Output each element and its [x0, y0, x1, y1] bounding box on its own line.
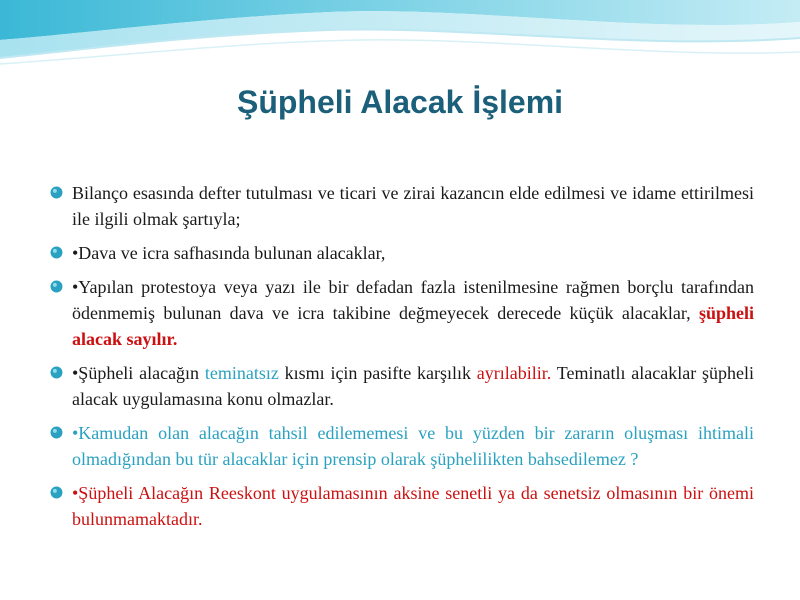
header-wave-banner [0, 0, 800, 80]
list-item [50, 274, 754, 352]
list-item-text: •Kamudan olan alacağın tahsil edilememesi ve bu yüzden bir zararın oluşması ihtimali olmadığından bu tür alacaklar için prensip olarak şüphelilikten bahsedilemez ? [72, 423, 754, 469]
list-item-text: •Şüpheli Alacağın Reeskont uygulamasının aksine senetli ya da senetsiz olmasının bir önemi bulunmamaktadır. [72, 483, 754, 529]
list-item-text: •Yapılan protestoya veya yazı ile bir defadan fazla istenilmesine rağmen borçlu tarafından ödenmemiş bulunan dava ve icra takibine değmeyecek derecede küçük alacaklar, [72, 277, 754, 323]
circle-bullet-icon [50, 186, 63, 199]
highlight-text: şüpheli alacak sayılır. [72, 303, 754, 349]
slide-title: Şüpheli Alacak İşlemi [236, 84, 564, 120]
circle-bullet-icon [50, 246, 63, 259]
circle-bullet-icon [50, 366, 63, 379]
list-item [50, 420, 754, 472]
circle-bullet-icon [50, 280, 63, 293]
highlight-teal-text: teminatsız [204, 363, 279, 383]
bullet-list [50, 180, 754, 540]
list-item-text: kısmı için pasifte karşılık [278, 363, 477, 383]
list-item [50, 240, 754, 266]
list-item-text: •Dava ve icra safhasında bulunan alacaklar, [72, 243, 386, 263]
highlight-red-text: ayrılabilir. [476, 363, 552, 383]
list-item [50, 480, 754, 532]
list-item [50, 180, 754, 232]
circle-bullet-icon [50, 486, 63, 499]
list-item-text: •Şüpheli alacağın [72, 363, 205, 383]
circle-bullet-icon [50, 426, 63, 439]
list-item [50, 360, 754, 412]
list-item-text: Teminatlı alacaklar şüpheli alacak uygulamasına konu olmazlar. [72, 363, 754, 409]
list-item-text: Bilanço esasında defter tutulması ve ticari ve zirai kazancın elde edilmesi ve idame ettirilmesi ile ilgili olmak şartıyla; [72, 183, 754, 229]
